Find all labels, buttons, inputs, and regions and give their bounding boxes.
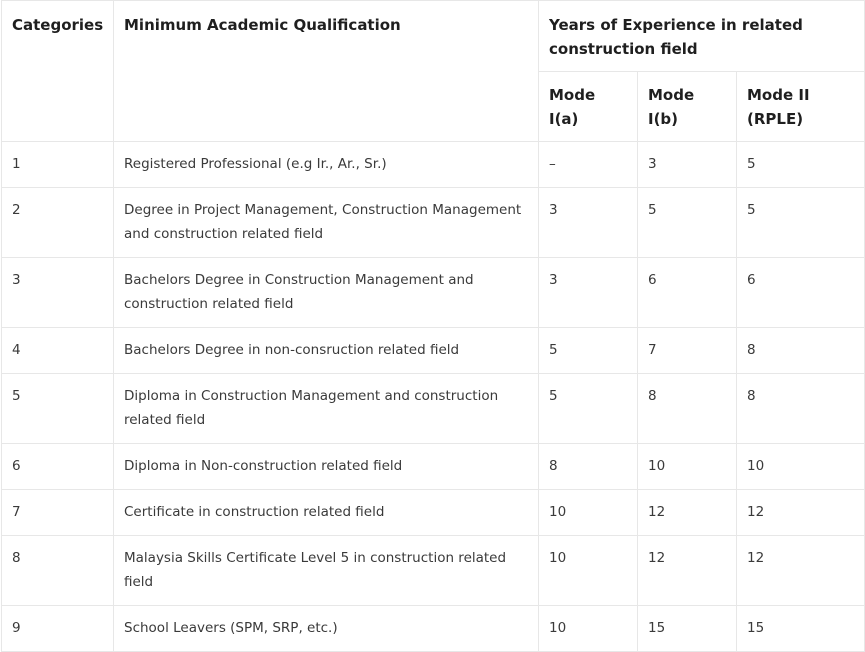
table-row [2,258,865,328]
cell-mode-1a: 3 [539,188,638,258]
cell-qualification: Registered Professional (e.g Ir., Ar., Sr.) [114,142,539,188]
cell-mode-1b: 3 [638,142,737,188]
cell-mode-1b: 12 [638,536,737,606]
table-row [2,328,865,374]
cell-mode-2: 8 [737,328,865,374]
cell-mode-2: 8 [737,374,865,444]
cell-mode-1a: 10 [539,536,638,606]
cell-mode-2: 12 [737,536,865,606]
cell-mode-2: 5 [737,188,865,258]
cell-qualification: Certificate in construction related field [114,490,539,536]
cell-qualification: School Leavers (SPM, SRP, etc.) [114,606,539,652]
cell-mode-2: 10 [737,444,865,490]
header-qualification: Minimum Academic Qualification [114,1,539,142]
cell-mode-2: 5 [737,142,865,188]
header-mode-2: Mode II (RPLE) [737,72,865,142]
cell-qualification: Malaysia Skills Certificate Level 5 in construction related field [114,536,539,606]
cell-qualification: Bachelors Degree in non-consruction related field [114,328,539,374]
cell-mode-1a: 10 [539,606,638,652]
cell-mode-1b: 10 [638,444,737,490]
cell-qualification: Diploma in Non-construction related field [114,444,539,490]
table-row [2,142,865,188]
table-header-row [2,1,865,72]
cell-category: 8 [2,536,114,606]
cell-mode-1a: 3 [539,258,638,328]
cell-qualification: Degree in Project Management, Construction Management and construction related field [114,188,539,258]
cell-category: 3 [2,258,114,328]
cell-qualification: Bachelors Degree in Construction Management and construction related field [114,258,539,328]
cell-mode-1b: 15 [638,606,737,652]
table-row [2,536,865,606]
cell-category: 5 [2,374,114,444]
cell-category: 7 [2,490,114,536]
cell-mode-1a: – [539,142,638,188]
table-row [2,374,865,444]
cell-category: 2 [2,188,114,258]
cell-mode-1b: 6 [638,258,737,328]
cell-mode-1b: 12 [638,490,737,536]
cell-mode-1b: 7 [638,328,737,374]
table-row [2,444,865,490]
header-mode-1b: Mode I(b) [638,72,737,142]
table-row [2,606,865,652]
cell-mode-1a: 8 [539,444,638,490]
table-row [2,188,865,258]
qualification-table [1,0,865,652]
table-row [2,490,865,536]
cell-mode-2: 15 [737,606,865,652]
cell-mode-1b: 8 [638,374,737,444]
header-mode-1a: Mode I(a) [539,72,638,142]
cell-qualification: Diploma in Construction Management and construction related field [114,374,539,444]
cell-mode-2: 6 [737,258,865,328]
cell-category: 6 [2,444,114,490]
cell-mode-1a: 10 [539,490,638,536]
cell-category: 4 [2,328,114,374]
cell-mode-2: 12 [737,490,865,536]
header-categories: Categories [2,1,114,142]
header-experience: Years of Experience in related construction field [539,1,865,72]
cell-mode-1a: 5 [539,328,638,374]
cell-category: 9 [2,606,114,652]
cell-category: 1 [2,142,114,188]
cell-mode-1a: 5 [539,374,638,444]
cell-mode-1b: 5 [638,188,737,258]
